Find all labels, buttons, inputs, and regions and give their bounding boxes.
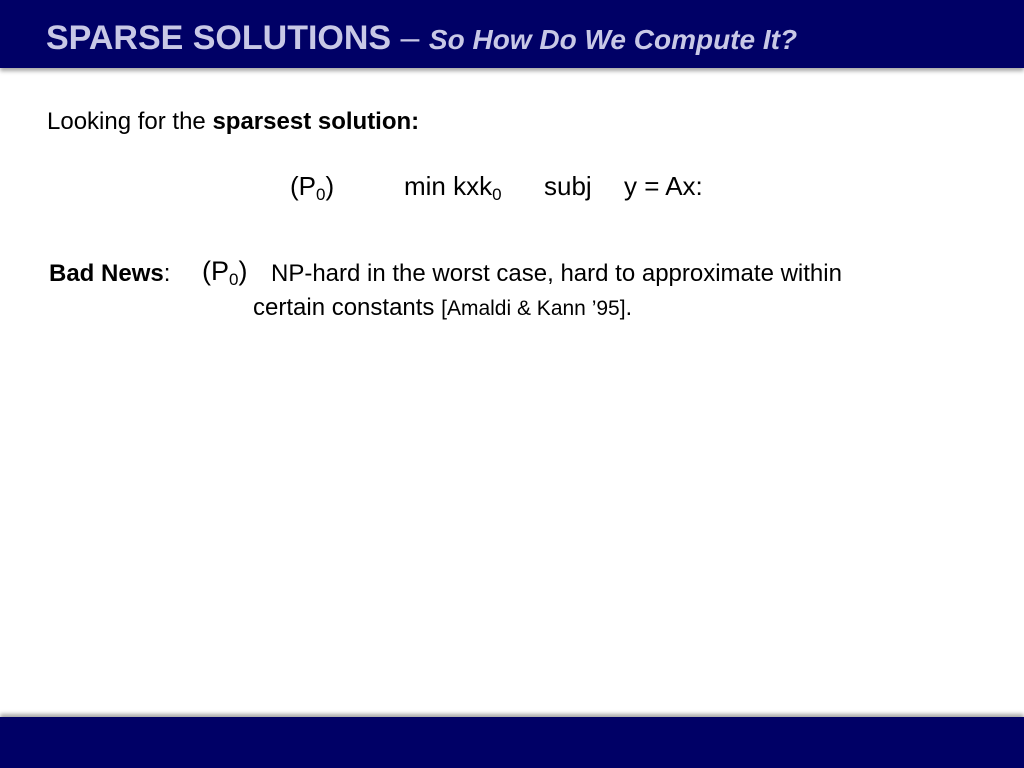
formula-label-open: (P	[290, 171, 316, 201]
bad-news-problem-sub: 0	[229, 270, 239, 289]
formula-label-close: )	[325, 171, 335, 201]
bad-news-line2-text: certain constants	[253, 294, 442, 321]
formula-objective-main: min kxk	[404, 171, 493, 201]
citation: [Amaldi & Kann ’95]	[441, 297, 626, 320]
formula-objective	[404, 168, 502, 204]
title-bar	[0, 0, 1024, 68]
bad-news-label	[49, 259, 170, 289]
title-dash: –	[400, 19, 420, 57]
bad-news-problem-open: (P	[202, 256, 229, 286]
bad-news-period: .	[625, 294, 633, 321]
footer-bar	[0, 717, 1024, 768]
formula-objective-sub: 0	[492, 185, 502, 204]
formula-label-sub: 0	[316, 185, 326, 204]
formula-label	[290, 168, 334, 204]
bad-news-colon: :	[163, 260, 171, 287]
bad-news-problem	[202, 254, 247, 288]
slide-title	[46, 19, 797, 59]
title-main: SPARSE SOLUTIONS	[46, 19, 392, 57]
intro-text	[47, 107, 419, 137]
intro-bold: sparsest solution:	[212, 108, 420, 135]
intro-plain: Looking for the	[47, 108, 213, 135]
bad-news-line2	[253, 293, 632, 324]
formula-constraint: y = Ax:	[624, 171, 703, 201]
bad-news-bold: Bad News	[49, 260, 164, 287]
bad-news-line1: NP-hard in the worst case, hard to approximate within	[271, 260, 842, 287]
bad-news-problem-close: )	[238, 256, 248, 286]
slide-subtitle: So How Do We Compute It?	[428, 24, 798, 55]
formula-constraint-word: subj	[544, 171, 592, 201]
